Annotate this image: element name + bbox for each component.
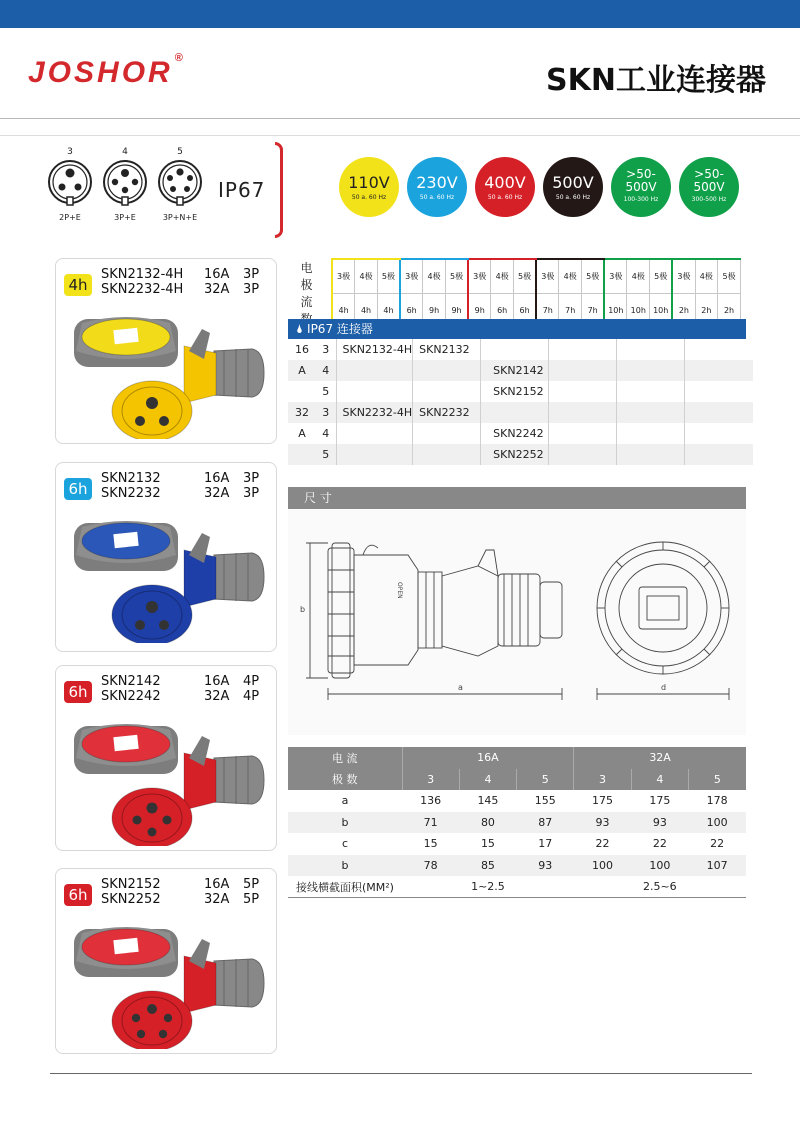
frequency-value: 50 a. 60 Hz <box>419 194 455 201</box>
footer-divider <box>50 1073 752 1074</box>
dim-value: 175 <box>592 794 614 808</box>
grid-cell: 4h <box>377 293 400 327</box>
grid-cell: 4极 <box>423 259 446 293</box>
dim-header-current: 电 流 <box>288 747 402 769</box>
model-cell <box>549 402 617 423</box>
voltage-value: >50- 500V <box>693 167 725 194</box>
grid-cell: 9h <box>423 293 446 327</box>
pole-hour-grid <box>288 258 741 328</box>
product-model: SKN2252 <box>101 892 161 907</box>
model-cell: 4 <box>316 360 336 381</box>
product-pole: 3P <box>243 471 260 486</box>
grid-cell: 7h <box>559 293 582 327</box>
dimension-drawing <box>288 510 746 735</box>
grid-cell: 3极 <box>672 259 695 293</box>
header-divider-2 <box>0 135 800 136</box>
product-model: SKN2132-4H <box>101 267 184 282</box>
product-model: SKN2132 <box>101 471 161 486</box>
grid-cell: 9h <box>468 293 491 327</box>
grid-cell: 5极 <box>377 259 400 293</box>
product-card <box>55 462 277 652</box>
dim-pole-header: 3 <box>402 769 459 791</box>
product-model: SKN2142 <box>101 674 161 689</box>
model-cell <box>685 402 753 423</box>
dim-value: 178 <box>706 794 728 808</box>
voltage-circle-5 <box>679 157 739 217</box>
model-cell <box>481 402 549 423</box>
frequency-value: 50 a. 60 Hz <box>487 194 523 201</box>
model-cell: 4 <box>322 427 330 440</box>
grid-cell: 4极 <box>695 259 718 293</box>
model-cell: 5 <box>322 385 330 398</box>
model-cell: SKN2152 <box>481 381 549 402</box>
grid-cell: 3极 <box>536 259 559 293</box>
grid-label: 流 <box>300 295 319 309</box>
product-model: SKN2152 <box>101 877 161 892</box>
dim-value: 136 <box>420 794 442 808</box>
product-card <box>55 868 277 1054</box>
models-section-header: 🌢 IP67 连接器 <box>288 319 746 339</box>
red-bracket <box>275 142 283 238</box>
grid-cell: 9h <box>445 293 468 327</box>
model-cell: 5 <box>316 444 336 465</box>
model-cell <box>617 444 685 465</box>
table-row <box>288 402 753 423</box>
model-cell <box>413 423 481 444</box>
hour-badge: 6h <box>64 884 92 906</box>
grid-cell: 6h <box>491 293 514 327</box>
voltage-value: 110V <box>348 173 390 192</box>
model-cell: SKN2132-4H <box>336 339 413 360</box>
connector-product-image <box>64 311 269 439</box>
dim-value: 85 <box>459 855 516 877</box>
grid-cell: 7h <box>582 293 605 327</box>
dim-value: 71 <box>402 812 459 834</box>
table-row <box>288 855 746 877</box>
pin-config-4: 4 3P+E <box>100 147 150 222</box>
ip-rating: IP67 <box>218 178 266 202</box>
hour-badge: 4h <box>64 274 92 296</box>
product-pole: 3P <box>243 486 260 501</box>
grid-cell: 6h <box>400 293 423 327</box>
grid-cell: 4极 <box>559 259 582 293</box>
table-row <box>288 339 753 360</box>
dim-header-16a: 16A <box>402 747 574 769</box>
model-cell <box>685 381 753 402</box>
product-model: SKN2242 <box>101 689 161 704</box>
table-row <box>288 381 753 402</box>
current-value: 16 <box>295 343 309 356</box>
grid-cell: 5极 <box>514 259 537 293</box>
dim-value: 22 <box>710 837 725 851</box>
grid-cell: 3极 <box>400 259 423 293</box>
grid-cell: 4h <box>355 293 378 327</box>
model-cell <box>617 360 685 381</box>
header-divider <box>0 118 800 119</box>
voltage-circle-2 <box>475 157 535 217</box>
wire-section-label: 接线横截面积(MM²) <box>288 876 402 898</box>
grid-cell: 7h <box>536 293 559 327</box>
pin-config-3: 3 2P+E <box>45 147 95 222</box>
grid-cell: 2h <box>718 293 741 327</box>
dim-header-32a: 32A <box>574 747 746 769</box>
grid-cell: 3极 <box>332 259 355 293</box>
model-cell <box>685 339 753 360</box>
product-pole: 5P <box>243 877 260 892</box>
product-rate: 32A <box>204 892 230 907</box>
model-cell <box>288 402 316 423</box>
dim-label-d: d <box>661 683 667 692</box>
model-cell: SKN2242 <box>481 423 549 444</box>
voltage-circle-1 <box>407 157 467 217</box>
dim-value: 100 <box>688 812 745 834</box>
frequency-value: 100-300 Hz <box>623 196 659 203</box>
current-unit: A <box>298 364 306 377</box>
grid-cell: 5极 <box>582 259 605 293</box>
frequency-value: 300-500 Hz <box>691 196 727 203</box>
table-row <box>288 833 746 855</box>
dim-row-label: c <box>341 837 349 851</box>
dim-value: 22 <box>595 837 610 851</box>
dim-value: 93 <box>517 855 574 877</box>
model-cell <box>685 423 753 444</box>
model-cell <box>336 360 413 381</box>
dim-row-label: b <box>288 812 402 834</box>
product-pole: 3P <box>243 267 260 282</box>
dimensions-table <box>288 747 746 898</box>
dim-value: 80 <box>459 812 516 834</box>
current-value: 32 <box>295 406 309 419</box>
model-cell <box>685 444 753 465</box>
table-row <box>288 423 753 444</box>
dim-pole-header: 3 <box>574 769 631 791</box>
pin-config-5: 5 3P+N+E <box>155 147 205 222</box>
dim-value: 78 <box>402 855 459 877</box>
model-cell <box>413 360 481 381</box>
product-rate: 16A <box>204 877 230 892</box>
grid-cell: 5极 <box>650 259 673 293</box>
model-cell <box>336 444 413 465</box>
dim-label-b: b <box>300 605 306 614</box>
dim-label-a: a <box>458 683 463 692</box>
voltage-value: >50- 500V <box>625 167 657 194</box>
model-cell <box>288 381 316 402</box>
voltage-value: 500V <box>552 173 594 192</box>
model-cell: SKN2252 <box>481 444 549 465</box>
product-rate: 16A <box>204 471 230 486</box>
dim-value: 100 <box>631 855 688 877</box>
voltage-value: 400V <box>484 173 526 192</box>
grid-cell: 2h <box>695 293 718 327</box>
socket-3pin-icon <box>45 157 95 207</box>
dim-value: 155 <box>534 794 556 808</box>
grid-cell: 10h <box>604 293 627 327</box>
model-cell <box>549 423 617 444</box>
grid-cell: 3极 <box>468 259 491 293</box>
model-cell <box>549 360 617 381</box>
model-cell <box>549 339 617 360</box>
dim-value: 100 <box>574 855 631 877</box>
drop-icon: 🌢 <box>296 322 304 336</box>
dim-value: 145 <box>477 794 499 808</box>
wire-16a: 1~2.5 <box>402 876 574 898</box>
product-rate: 32A <box>204 282 230 297</box>
dim-value: 87 <box>517 812 574 834</box>
product-pole: 4P <box>243 689 260 704</box>
connector-product-image <box>64 921 269 1049</box>
grid-row-label <box>288 259 332 293</box>
table-row <box>288 360 753 381</box>
model-cell <box>336 423 413 444</box>
dim-value: 107 <box>688 855 745 877</box>
dim-value: 15 <box>480 837 495 851</box>
grid-cell: 2h <box>672 293 695 327</box>
dims-section-header: 尺 寸 <box>288 487 746 509</box>
product-pole: 5P <box>243 892 260 907</box>
grid-cell: 6h <box>514 293 537 327</box>
product-card <box>55 258 277 444</box>
frequency-value: 50 a. 60 Hz <box>555 194 591 201</box>
model-cell <box>617 423 685 444</box>
connector-product-image <box>64 718 269 846</box>
grid-cell: 3极 <box>604 259 627 293</box>
model-cell: SKN2132 <box>413 339 481 360</box>
grid-cell: 5极 <box>445 259 468 293</box>
dim-value: 22 <box>652 837 667 851</box>
voltage-circle-3 <box>543 157 603 217</box>
product-pole: 3P <box>243 282 260 297</box>
model-cell <box>288 339 316 360</box>
model-cell: SKN2232 <box>413 402 481 423</box>
open-marking: OPEN <box>396 582 403 599</box>
dim-row-label: a <box>341 794 349 808</box>
product-rate: 32A <box>204 486 230 501</box>
grid-cell: 10h <box>627 293 650 327</box>
model-cell <box>685 360 753 381</box>
table-row <box>288 790 746 812</box>
dim-pole-header: 5 <box>517 769 574 791</box>
socket-4pin-icon <box>100 157 150 207</box>
model-cell <box>617 381 685 402</box>
voltage-value: 230V <box>416 173 458 192</box>
model-cell: SKN2142 <box>481 360 549 381</box>
current-unit: A <box>298 427 306 440</box>
frequency-value: 50 a. 60 Hz <box>351 194 387 201</box>
product-model: SKN2232-4H <box>101 282 184 297</box>
dim-value: 93 <box>631 812 688 834</box>
product-pole: 4P <box>243 674 260 689</box>
hour-badge: 6h <box>64 681 92 703</box>
model-cell <box>617 339 685 360</box>
grid-cell: 4h <box>332 293 355 327</box>
model-cell <box>288 423 316 444</box>
product-rate: 16A <box>204 267 230 282</box>
grid-cell: 4极 <box>627 259 650 293</box>
dim-pole-header: 4 <box>459 769 516 791</box>
grid-cell: 4极 <box>491 259 514 293</box>
socket-5pin-icon <box>155 157 205 207</box>
dim-value: 93 <box>574 812 631 834</box>
model-cell <box>288 444 316 465</box>
brand-logo: JOSHOR ® <box>28 52 183 89</box>
models-table <box>288 339 753 465</box>
grid-cell: 5极 <box>718 259 741 293</box>
dim-value: 17 <box>538 837 553 851</box>
connector-technical-drawing <box>288 510 746 735</box>
product-card <box>55 665 277 851</box>
grid-cell: 10h <box>650 293 673 327</box>
model-cell <box>481 339 549 360</box>
model-cell: SKN2232-4H <box>336 402 413 423</box>
wire-32a: 2.5~6 <box>574 876 746 898</box>
model-cell <box>288 360 316 381</box>
model-cell <box>413 444 481 465</box>
grid-label: 电 极 <box>300 261 319 292</box>
dim-value: 175 <box>649 794 671 808</box>
model-cell: 3 <box>322 343 330 356</box>
top-color-bar <box>0 0 800 28</box>
hour-badge: 6h <box>64 478 92 500</box>
dim-row-label: b <box>288 855 402 877</box>
model-cell <box>549 381 617 402</box>
connector-product-image <box>64 515 269 643</box>
model-cell <box>549 444 617 465</box>
model-cell: 3 <box>316 402 336 423</box>
model-cell <box>617 402 685 423</box>
table-row <box>288 444 753 465</box>
dim-pole-header: 4 <box>631 769 688 791</box>
product-model: SKN2232 <box>101 486 161 501</box>
voltage-circle-4 <box>611 157 671 217</box>
model-cell <box>413 381 481 402</box>
dim-value: 15 <box>423 837 438 851</box>
grid-cell: 4极 <box>355 259 378 293</box>
model-cell <box>336 381 413 402</box>
dim-pole-header: 5 <box>688 769 745 791</box>
table-row <box>288 812 746 834</box>
product-rate: 16A <box>204 674 230 689</box>
voltage-circle-0 <box>339 157 399 217</box>
page-title: SKN工业连接器 <box>546 63 766 98</box>
product-rate: 32A <box>204 689 230 704</box>
dim-header-poles: 极 数 <box>288 769 402 791</box>
